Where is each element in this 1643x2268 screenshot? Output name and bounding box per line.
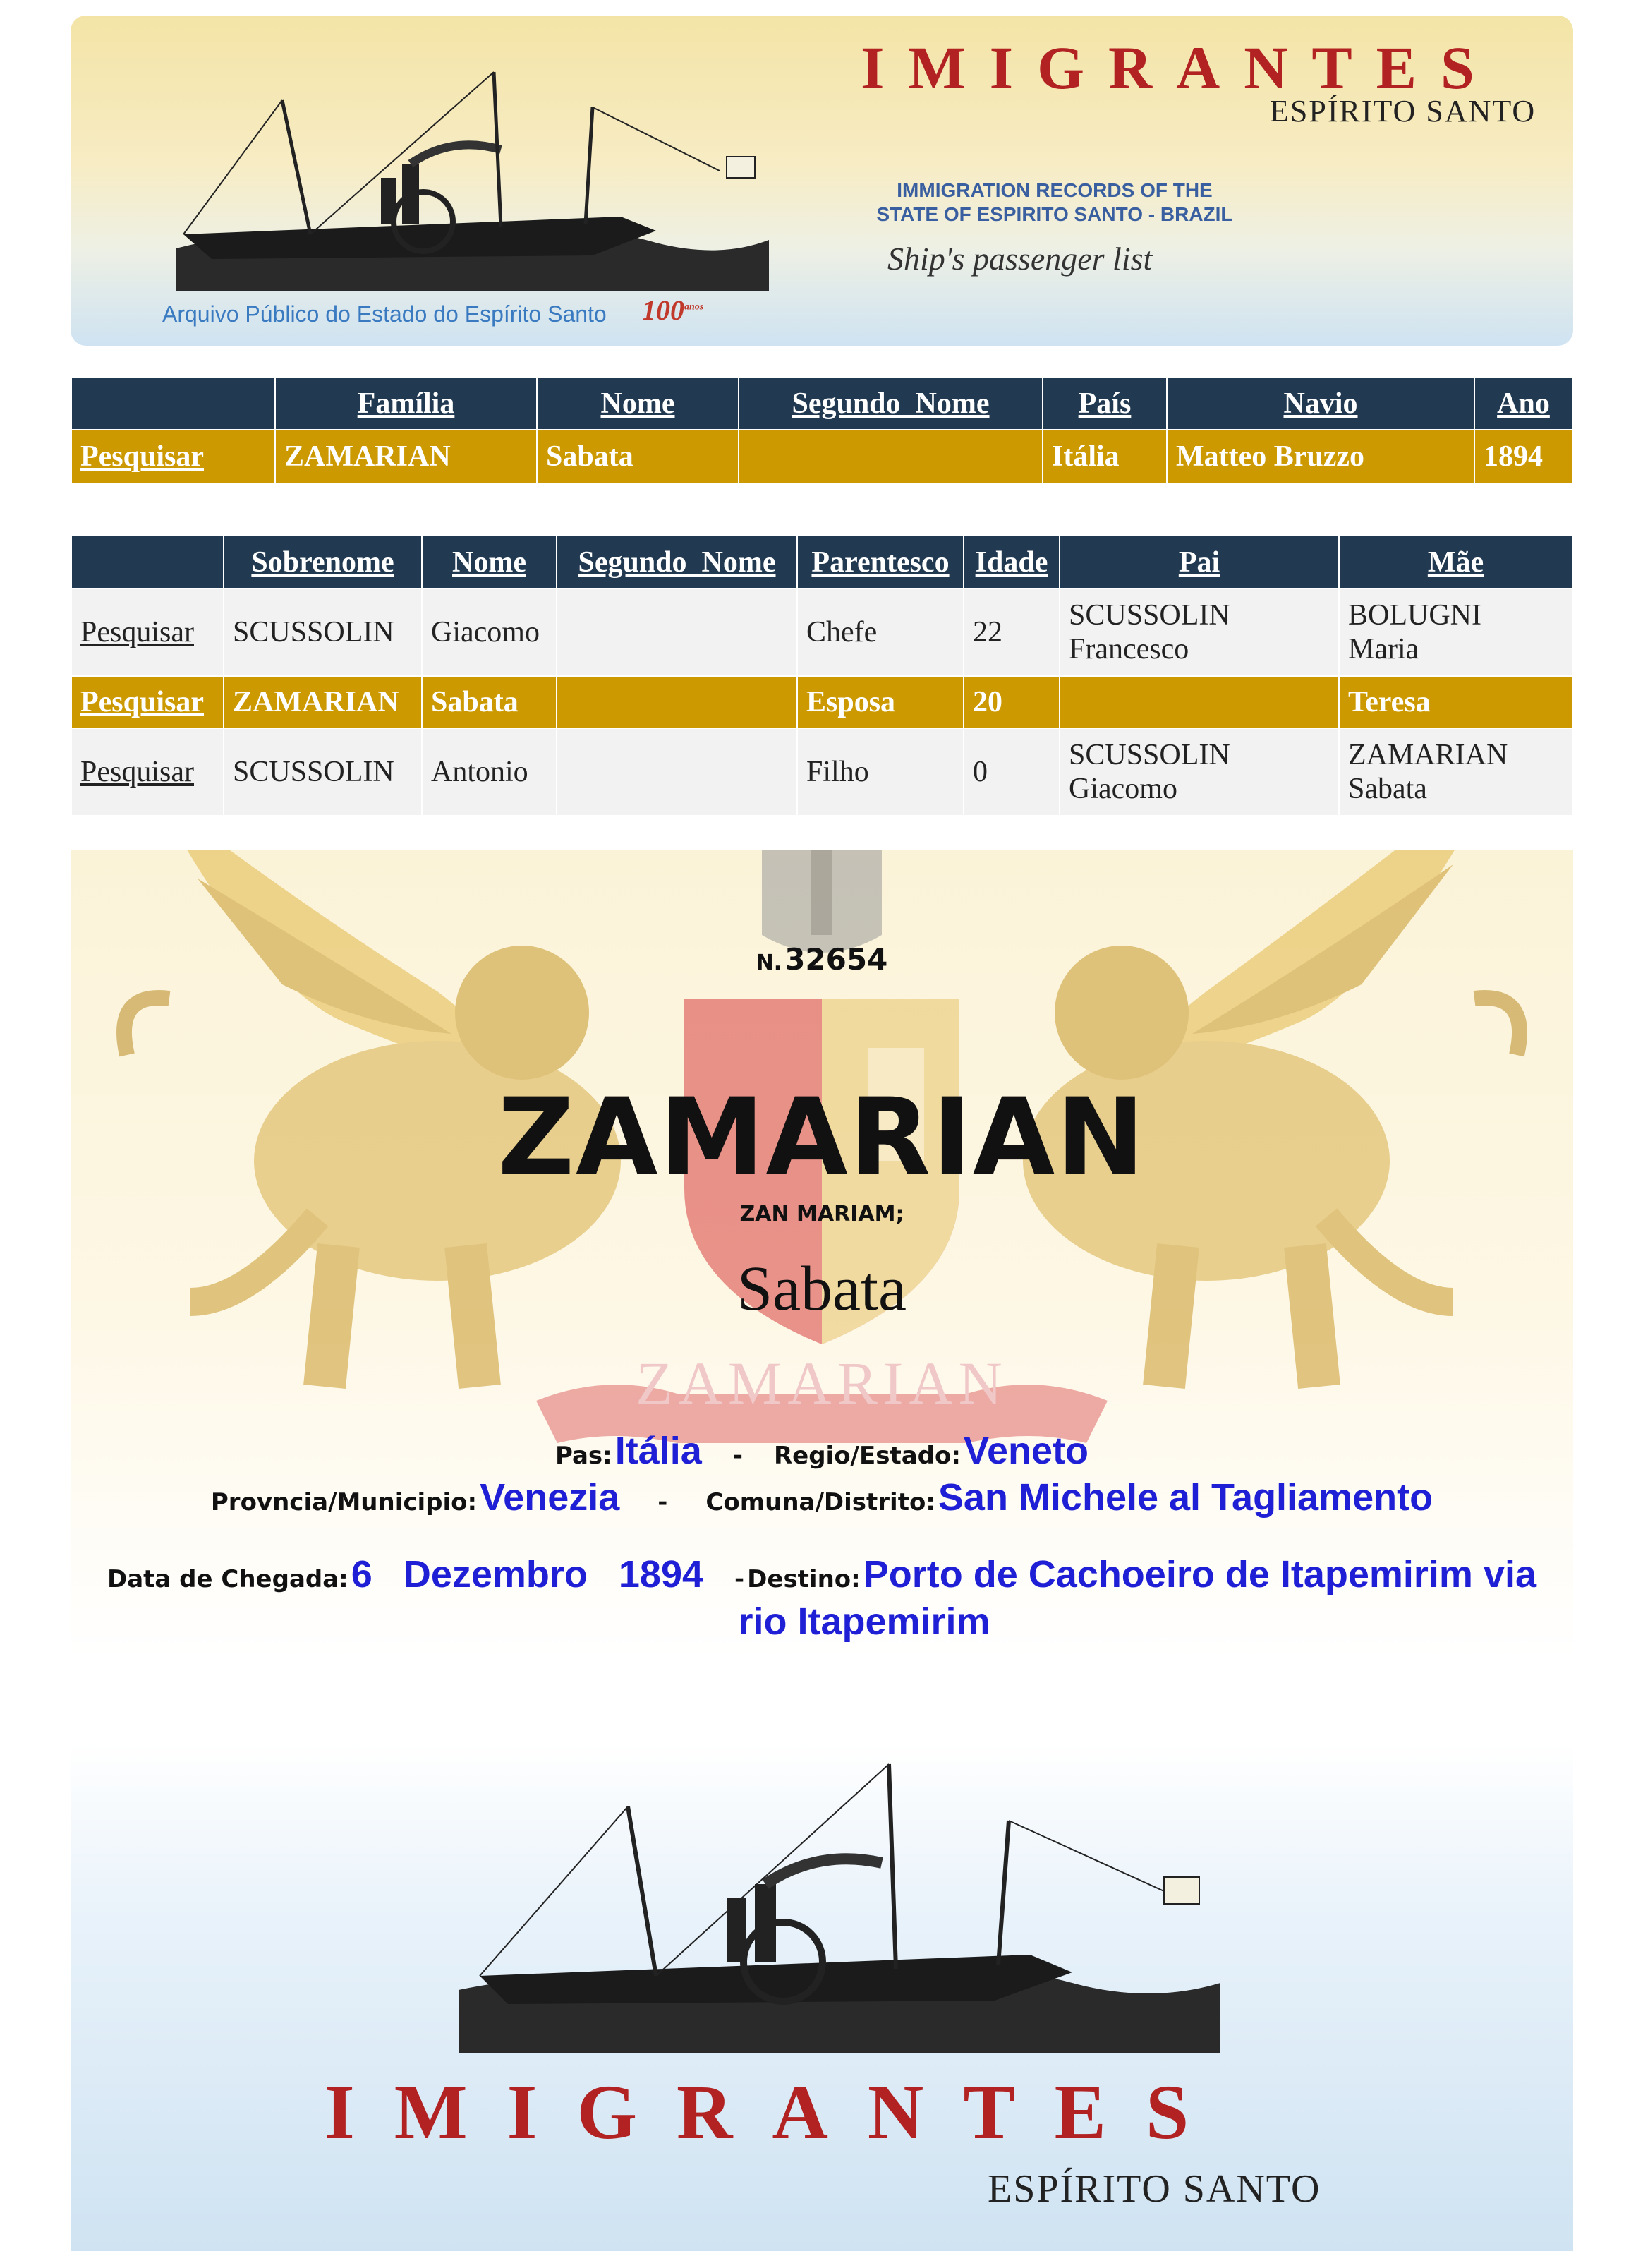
chegada-day: 6	[351, 1553, 372, 1596]
cell-parentesco: Esposa	[797, 676, 964, 728]
col-idade[interactable]: Idade	[964, 536, 1060, 589]
number-value: 32654	[784, 942, 888, 977]
archive-label: Arquivo Público do Estado do Espírito Santo	[162, 301, 607, 327]
cell-pais: Itália	[1043, 430, 1167, 483]
pai-line-1: SCUSSOLIN	[1069, 739, 1230, 771]
cell-nome: Sabata	[537, 430, 739, 483]
footer-brand-title: IMIGRANTES	[325, 2069, 1229, 2155]
cell-segundo-nome	[557, 676, 797, 728]
mae-line-1: BOLUGNI	[1348, 599, 1481, 632]
footer-banner	[71, 1743, 1573, 2251]
col-navio[interactable]: Navio	[1167, 377, 1474, 430]
separator: -	[734, 1565, 745, 1593]
header-banner	[71, 16, 1573, 346]
destination-line-2	[71, 1600, 1573, 1643]
cell-pai	[1060, 589, 1339, 676]
cell-pai	[1060, 676, 1339, 728]
col-action	[71, 536, 224, 589]
cell-segundo-nome	[557, 589, 797, 676]
col-pai[interactable]: Pai	[1060, 536, 1339, 589]
surname-variant: ZAN MARIAM;	[739, 1202, 904, 1226]
centenary-sup: anos	[684, 301, 704, 313]
cell-nome: Giacomo	[422, 589, 557, 676]
cell-nome: Sabata	[422, 676, 557, 728]
search-table	[71, 376, 1573, 484]
cell-idade: 22	[964, 589, 1060, 676]
comuna-value: San Michele al Tagliamento	[938, 1476, 1433, 1519]
col-parentesco[interactable]: Parentesco	[797, 536, 964, 589]
col-pais[interactable]: País	[1043, 377, 1167, 430]
records-line-2: STATE OF ESPIRITO SANTO - BRAZIL	[876, 203, 1233, 225]
family-table-header	[71, 536, 1572, 589]
destino-label: Destino:	[747, 1565, 861, 1593]
pais-label: Pas:	[554, 1442, 612, 1470]
regio-label: Regio/Estado:	[773, 1442, 961, 1470]
mae-line-2: Sabata	[1348, 773, 1427, 805]
cell-sobrenome: ZAMARIAN	[224, 676, 422, 728]
provincia-value: Venezia	[480, 1476, 620, 1519]
arrival-line	[71, 1552, 1573, 1596]
separator: -	[657, 1488, 668, 1516]
crest-banner-text: ZAMARIAN	[636, 1349, 1008, 1417]
pai-line-2: Francesco	[1069, 633, 1189, 665]
chegada-month: Dezembro	[403, 1553, 588, 1596]
cell-parentesco: Chefe	[797, 589, 964, 676]
col-segundo-nome[interactable]: Segundo_Nome	[739, 377, 1043, 430]
search-table-header	[71, 377, 1572, 430]
centenary-number: 100	[642, 294, 684, 326]
number-label: N.	[756, 951, 782, 975]
family-row	[71, 728, 1572, 816]
col-nome[interactable]: Nome	[537, 377, 739, 430]
chegada-label: Data de Chegada:	[107, 1565, 348, 1593]
pais-value: Itália	[614, 1430, 702, 1472]
regio-value: Veneto	[963, 1430, 1089, 1472]
brand-subtitle: ESPÍRITO SANTO	[1270, 94, 1536, 128]
footer-brand-subtitle: ESPÍRITO SANTO	[988, 2167, 1321, 2211]
mae-line-1: ZAMARIAN	[1348, 739, 1508, 771]
steamship-illustration	[451, 1757, 1227, 2053]
pesquisar-link[interactable]: Pesquisar	[71, 430, 275, 483]
family-certificate	[71, 850, 1573, 1658]
cell-nome: Antonio	[422, 728, 557, 816]
destino-value-line-1: Porto de Cachoeiro de Itapemirim via	[863, 1553, 1537, 1596]
cell-navio: Matteo Bruzzo	[1167, 430, 1474, 483]
col-segundo-nome[interactable]: Segundo_Nome	[557, 536, 797, 589]
destino-value-line-2: rio Itapemirim	[738, 1600, 990, 1643]
col-ano[interactable]: Ano	[1474, 377, 1572, 430]
cell-mae	[1339, 589, 1572, 676]
cell-segundo-nome	[739, 430, 1043, 483]
separator: -	[732, 1442, 743, 1470]
surname-title: ZAMARIAN	[497, 1076, 1146, 1199]
pesquisar-link[interactable]: Pesquisar	[71, 676, 224, 728]
chegada-year: 1894	[618, 1553, 704, 1596]
pai-line-1: SCUSSOLIN	[1069, 599, 1230, 632]
col-sobrenome[interactable]: Sobrenome	[224, 536, 422, 589]
col-mae[interactable]: Mãe	[1339, 536, 1572, 589]
mae-line-2: Maria	[1348, 633, 1419, 665]
col-familia[interactable]: Família	[275, 377, 537, 430]
cell-sobrenome: SCUSSOLIN	[224, 728, 422, 816]
col-nome[interactable]: Nome	[422, 536, 557, 589]
cell-idade: 0	[964, 728, 1060, 816]
family-row-selected	[71, 676, 1572, 728]
origin-line-2	[71, 1476, 1573, 1519]
pesquisar-link[interactable]: Pesquisar	[71, 589, 224, 676]
certificate-number	[71, 942, 1573, 977]
origin-line-1	[71, 1429, 1573, 1473]
steamship-illustration	[169, 58, 776, 291]
comuna-label: Comuna/Distrito:	[705, 1488, 935, 1516]
cell-segundo-nome	[557, 728, 797, 816]
cell-mae: Teresa	[1339, 676, 1572, 728]
cell-pai	[1060, 728, 1339, 816]
cell-ano: 1894	[1474, 430, 1572, 483]
col-action	[71, 377, 275, 430]
cell-sobrenome: SCUSSOLIN	[224, 589, 422, 676]
brand-title: IMIGRANTES	[861, 34, 1498, 102]
first-name: Sabata	[737, 1254, 907, 1324]
records-line-1: IMMIGRATION RECORDS OF THE	[897, 179, 1213, 201]
pesquisar-link[interactable]: Pesquisar	[71, 728, 224, 816]
family-table	[71, 535, 1573, 816]
pai-line-2: Giacomo	[1069, 773, 1177, 805]
passenger-list-label: Ship's passenger list	[887, 241, 1153, 277]
search-result-row	[71, 430, 1572, 483]
centenary-mark	[642, 294, 703, 327]
cell-idade: 20	[964, 676, 1060, 728]
cell-familia: ZAMARIAN	[275, 430, 537, 483]
provincia-label: Provncia/Municipio:	[210, 1488, 478, 1516]
cell-mae	[1339, 728, 1572, 816]
family-row	[71, 589, 1572, 676]
cell-parentesco: Filho	[797, 728, 964, 816]
